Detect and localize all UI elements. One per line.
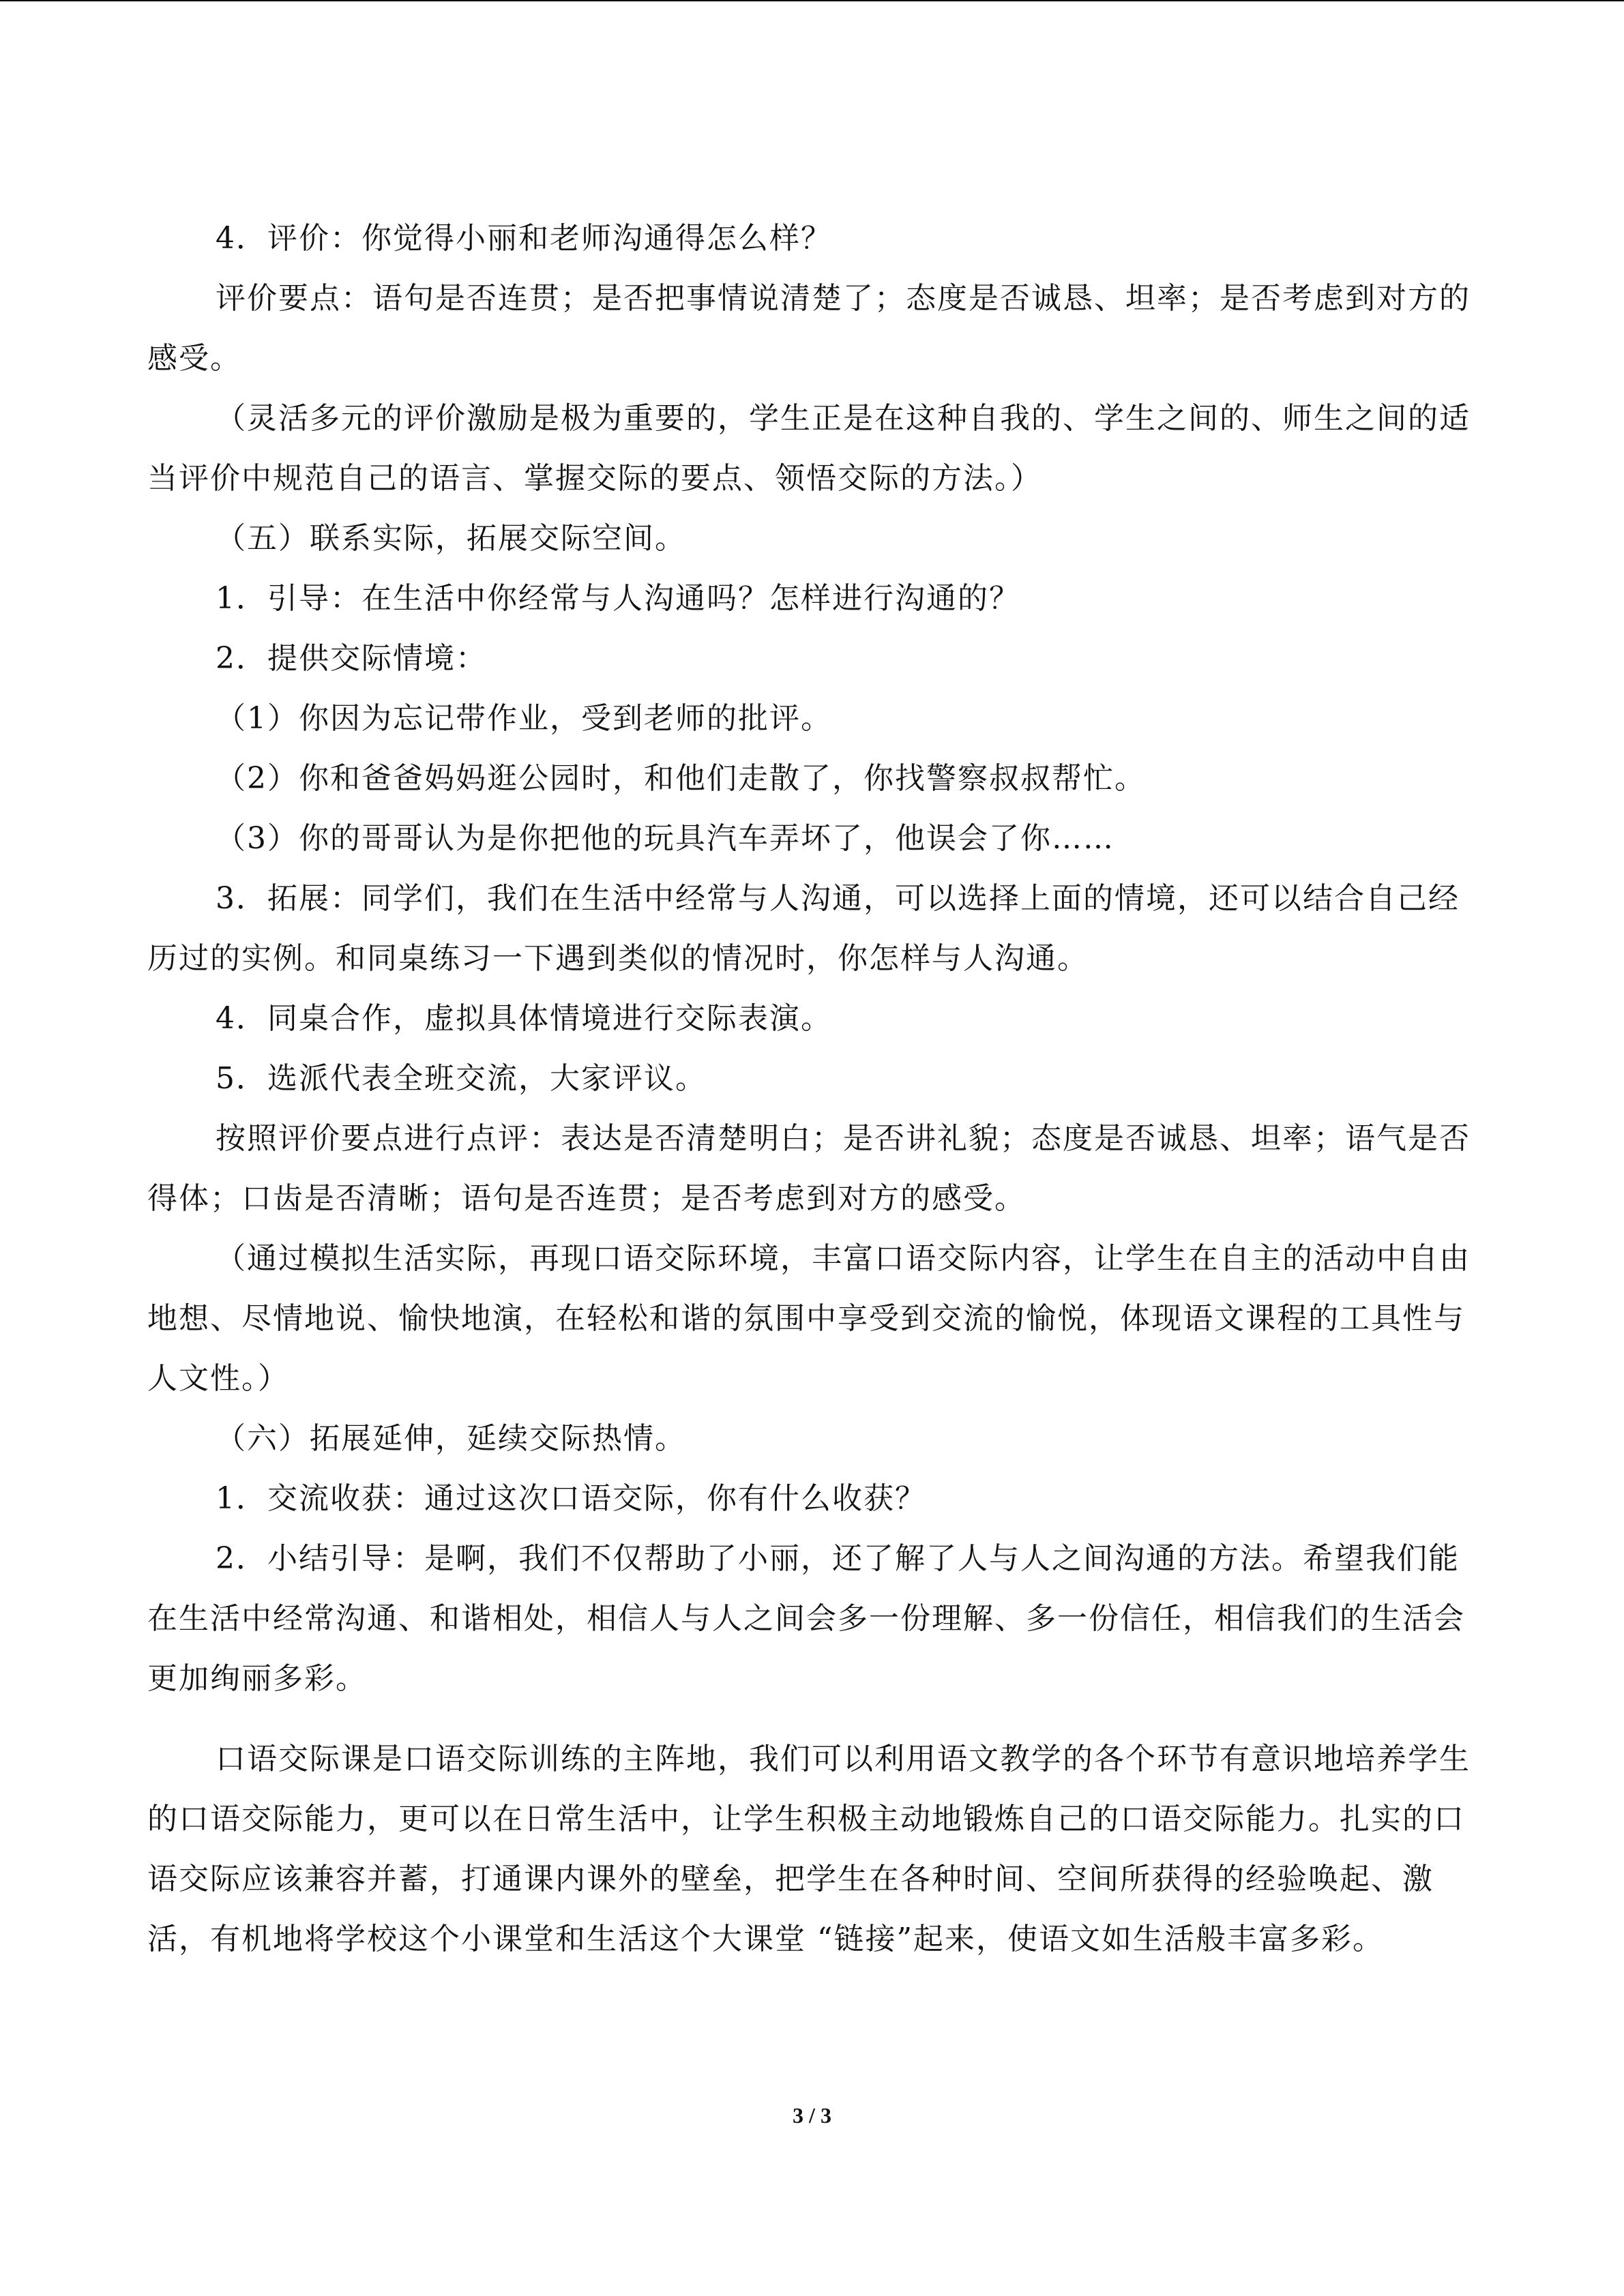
paragraph-evaluation-points: 评价要点：语句是否连贯；是否把事情说清楚了；态度是否诚恳、坦率；是否考虑到对方的感受。 xyxy=(147,281,1471,376)
section-heading-five: （五）联系实际，拓展交际空间。 xyxy=(216,521,686,556)
paragraph-closing: 口语交际课是口语交际训练的主阵地，我们可以利用语文教学的各个环节有意识地培养学生的口语交际能力，更可以在日常生活中，让学生积极主动地锻炼自己的口语交际能力。扎实的口语交际应该兼容并蓄，打通课内课外的壁垒，把学生在各种时间、空间所获得的经验唤起、激活，有机地将学校这个小课堂和生活这个大课堂 “链接”起来，使语文如生活般丰富多彩。 xyxy=(147,1742,1471,1956)
paragraph-summary: 2．小结引导：是啊，我们不仅帮助了小丽，还了解了人与人之间沟通的方法。希望我们能在生活中经常沟通、和谐相处，相信人与人之间会多一份理解、多一份信任，相信我们的生活会更加绚丽多彩。 xyxy=(147,1541,1465,1696)
paragraph-evaluation-question: 4．评价：你觉得小丽和老师沟通得怎么样？ xyxy=(216,221,832,256)
section-heading-six: （六）拓展延伸，延续交际热情。 xyxy=(216,1421,686,1456)
page-number: 3 / 3 xyxy=(793,2103,831,2128)
scenario-item-1: （1）你因为忘记带作业，受到老师的批评。 xyxy=(216,701,832,736)
scenario-item-3: （3）你的哥哥认为是你把他的玩具汽车弄坏了，他误会了你…… xyxy=(216,821,1114,856)
paragraph-evaluation-note: （灵活多元的评价激励是极为重要的，学生正是在这种自我的、学生之间的、师生之间的适当评价中规范自己的语言、掌握交际的要点、领悟交际的方法。） xyxy=(147,401,1471,496)
paragraph-review-criteria: 按照评价要点进行点评：表达是否清楚明白；是否讲礼貌；态度是否诚恳、坦率；语气是否得体；口齿是否清晰；语句是否连贯；是否考虑到对方的感受。 xyxy=(147,1121,1471,1216)
scenario-item-2: （2）你和爸爸妈妈逛公园时，和他们走散了，你找警察叔叔帮忙。 xyxy=(216,761,1146,796)
paragraph-provide-scenarios: 2．提供交际情境： xyxy=(216,641,487,676)
paragraph-class-exchange: 5．选派代表全班交流，大家评议。 xyxy=(216,1061,707,1096)
paragraph-guide: 1．引导：在生活中你经常与人沟通吗？怎样进行沟通的？ xyxy=(216,581,1020,616)
document-body xyxy=(147,209,1477,1969)
paragraph-partner-practice: 4．同桌合作，虚拟具体情境进行交际表演。 xyxy=(216,1001,832,1036)
paragraph-share-gains: 1．交流收获：通过这次口语交际，你有什么收获？ xyxy=(216,1481,926,1516)
paragraph-extension: 3．拓展：同学们，我们在生活中经常与人沟通，可以选择上面的情境，还可以结合自己经历过的实例。和同桌练习一下遇到类似的情况时，你怎样与人沟通。 xyxy=(147,881,1460,976)
paragraph-simulation-note: （通过模拟生活实际，再现口语交际环境，丰富口语交际内容，让学生在自主的活动中自由地想、尽情地说、愉快地演，在轻松和谐的氛围中享受到交流的愉悦，体现语文课程的工具性与人文性。） xyxy=(147,1241,1471,1396)
page-top-border xyxy=(0,0,1624,1)
